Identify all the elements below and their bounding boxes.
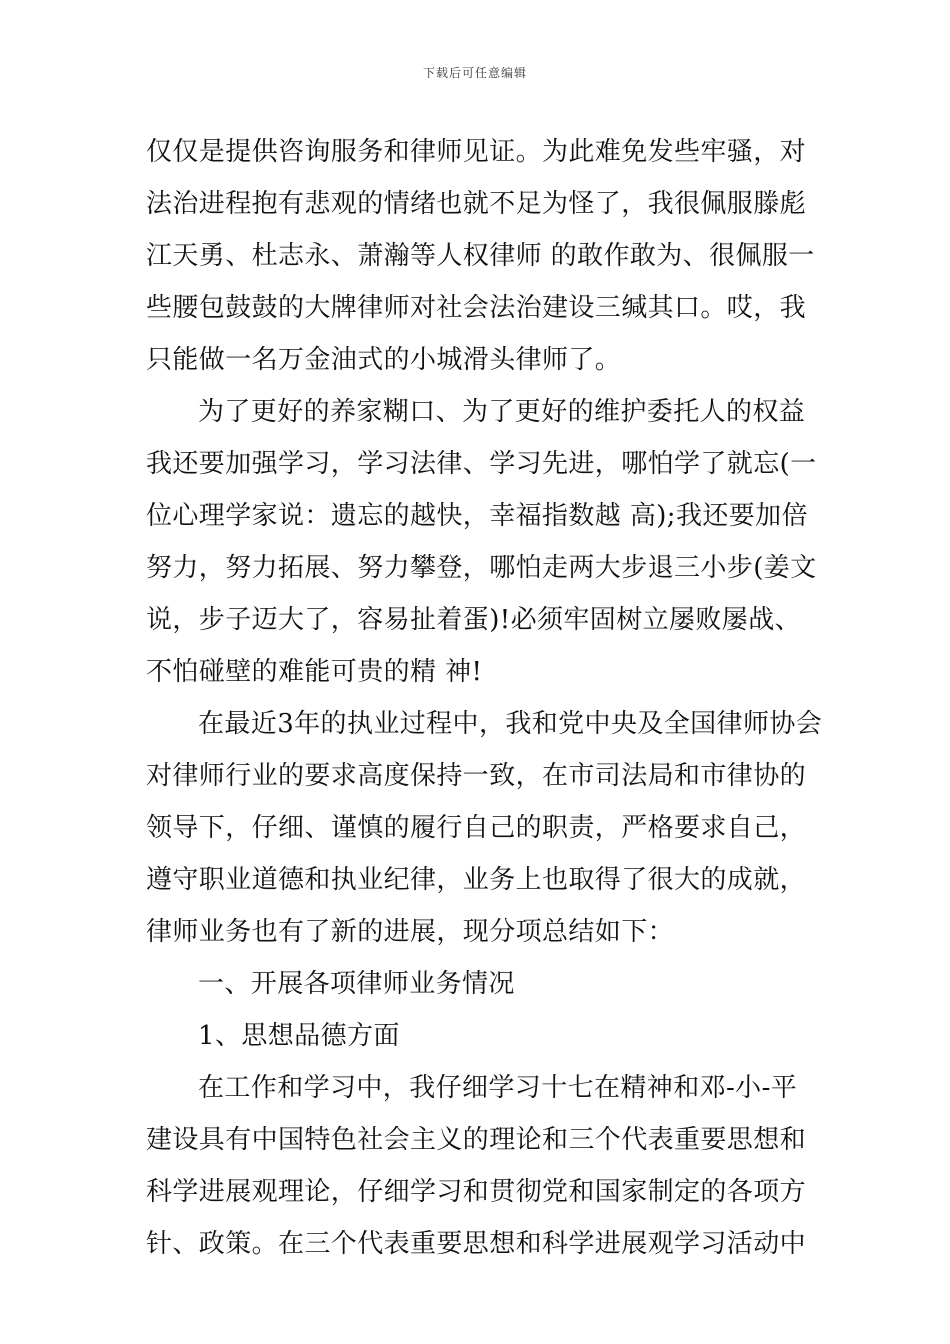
text-line: 针、政策。在三个代表重要思想和科学进展观学习活动中: [146, 1229, 807, 1259]
section-heading: 一、开展各项律师业务情况: [198, 969, 515, 999]
text-line: 对律师行业的要求高度保持一致，在市司法局和市律协的: [146, 761, 807, 791]
paragraph-start-line: 在最近3年的执业过程中，我和党中央及全国律师协会: [198, 709, 823, 739]
text-line: 建设具有中国特色社会主义的理论和三个代表重要思想和: [146, 1125, 807, 1155]
text-line: 努力，努力拓展、努力攀登，哪怕走两大步退三小步(姜文: [146, 553, 817, 583]
document-body: [146, 126, 823, 1270]
subsection-heading: 1、思想品德方面: [198, 1021, 400, 1051]
text-line: 法治进程抱有悲观的情绪也就不足为怪了，我很佩服滕彪: [146, 189, 807, 219]
text-line: 不怕碰壁的难能可贵的精 神!: [146, 657, 483, 687]
text-line: 说，步子迈大了，容易扯着蛋)!必须牢固树立屡败屡战、: [146, 605, 801, 635]
text-line: 江天勇、杜志永、萧瀚等人权律师 的敢作敢为、很佩服一: [146, 241, 815, 271]
text-line: 遵守职业道德和执业纪律，业务上也取得了很大的成就，: [146, 865, 807, 895]
text-line: 律师业务也有了新的进展，现分项总结如下：: [146, 917, 675, 947]
paragraph-start-line: 在工作和学习中，我仔细学习十七在精神和邓-小-平: [198, 1073, 798, 1103]
text-line: 些腰包鼓鼓的大牌律师对社会法治建设三缄其口。哎，我: [146, 293, 807, 323]
text-line: 领导下，仔细、谨慎的履行自己的职责，严格要求自己，: [146, 813, 807, 843]
text-line: 科学进展观理论，仔细学习和贯彻党和国家制定的各项方: [146, 1177, 807, 1207]
page-header-note: 下载后可任意编辑: [422, 66, 527, 80]
text-line: 我还要加强学习，学习法律、学习先进，哪怕学了就忘(一: [146, 449, 817, 479]
paragraph-start-line: 为了更好的养家糊口、为了更好的维护委托人的权益: [198, 397, 806, 427]
text-line: 只能做一名万金油式的小城滑头律师了。: [146, 345, 622, 375]
text-line: 位心理学家说：遗忘的越快，幸福指数越 高);我还要加倍: [146, 501, 808, 531]
text-line: 仅仅是提供咨询服务和律师见证。为此难免发些牢骚，对: [146, 137, 807, 167]
